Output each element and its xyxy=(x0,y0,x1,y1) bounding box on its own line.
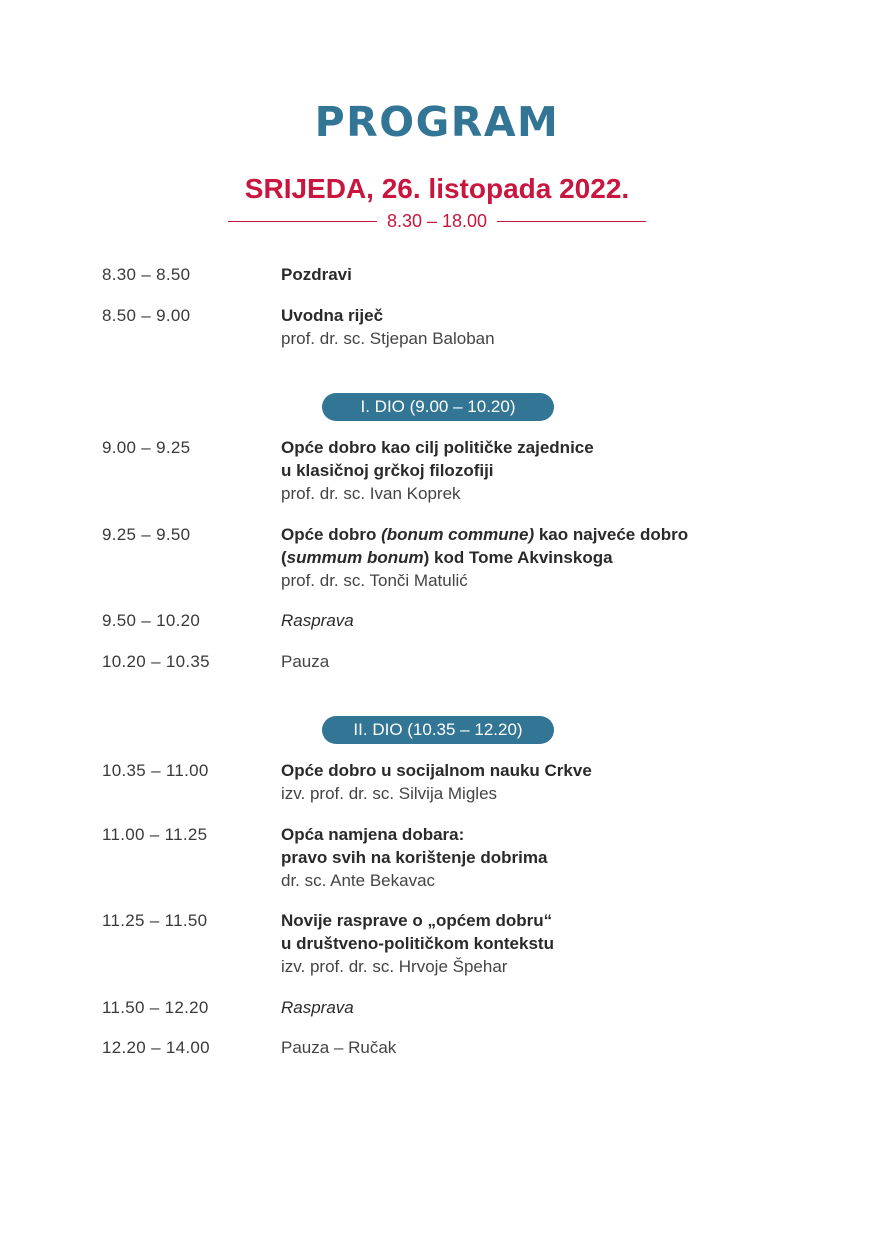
item-speaker: prof. dr. sc. Stjepan Baloban xyxy=(281,329,495,348)
item-title: Rasprava xyxy=(281,611,354,630)
item-time: 12.20 – 14.00 xyxy=(102,1038,210,1057)
session-badge: I. DIO (9.00 – 10.20) xyxy=(322,393,554,421)
item-title xyxy=(281,546,801,569)
item-title: u klasičnoj grčkoj filozofiji xyxy=(281,461,494,480)
title-italic: summum bonum xyxy=(286,548,424,567)
divider-right xyxy=(497,221,646,222)
item-speaker: prof. dr. sc. Ivan Koprek xyxy=(281,484,461,503)
item-title: Pozdravi xyxy=(281,265,352,284)
item-title: pravo svih na korištenje dobrima xyxy=(281,848,548,867)
item-speaker: dr. sc. Ante Bekavac xyxy=(281,871,436,890)
item-title: Uvodna riječ xyxy=(281,306,384,325)
item-time: 11.50 – 12.20 xyxy=(102,998,209,1017)
item-time: 8.30 – 8.50 xyxy=(102,265,191,284)
item-title: Novije rasprave o „općem dobru“ xyxy=(281,911,553,930)
item-time: 11.00 – 11.25 xyxy=(102,825,208,844)
item-time: 9.00 – 9.25 xyxy=(102,438,191,457)
item-title: Rasprava xyxy=(281,998,354,1017)
title-part: kao najveće dobro xyxy=(534,525,689,544)
item-time: 9.50 – 10.20 xyxy=(102,611,201,630)
item-time: 10.35 – 11.00 xyxy=(102,761,209,780)
item-time: 11.25 – 11.50 xyxy=(102,911,208,930)
item-title: Opće dobro kao cilj političke zajednice xyxy=(281,438,594,457)
item-time: 10.20 – 10.35 xyxy=(102,652,210,671)
title-part: ( xyxy=(281,548,287,567)
item-title: Pauza – Ručak xyxy=(281,1038,397,1057)
day-heading: SRIJEDA, 26. listopada 2022. xyxy=(244,173,630,204)
divider-left xyxy=(228,221,377,222)
item-title: Opće dobro u socijalnom nauku Crkve xyxy=(281,761,592,780)
title-part: Opće dobro xyxy=(281,525,382,544)
item-title: u društveno-političkom kontekstu xyxy=(281,934,554,953)
item-time: 9.25 – 9.50 xyxy=(102,525,191,544)
title-part: ) kod Tome Akvinskoga xyxy=(423,548,613,567)
page-title: PROGRAM xyxy=(314,98,560,146)
day-hours: 8.30 – 18.00 xyxy=(386,210,488,231)
item-speaker: prof. dr. sc. Tonči Matulić xyxy=(281,571,468,590)
item-time: 8.50 – 9.00 xyxy=(102,306,191,325)
item-title: Opća namjena dobara: xyxy=(281,825,465,844)
item-speaker: izv. prof. dr. sc. Hrvoje Špehar xyxy=(281,957,508,976)
title-italic: (bonum commune) xyxy=(381,525,535,544)
item-title xyxy=(281,523,801,546)
item-speaker: izv. prof. dr. sc. Silvija Migles xyxy=(281,784,498,803)
session-badge: II. DIO (10.35 – 12.20) xyxy=(322,716,554,744)
item-title: Pauza xyxy=(281,652,330,671)
day-hours-row xyxy=(228,210,646,232)
